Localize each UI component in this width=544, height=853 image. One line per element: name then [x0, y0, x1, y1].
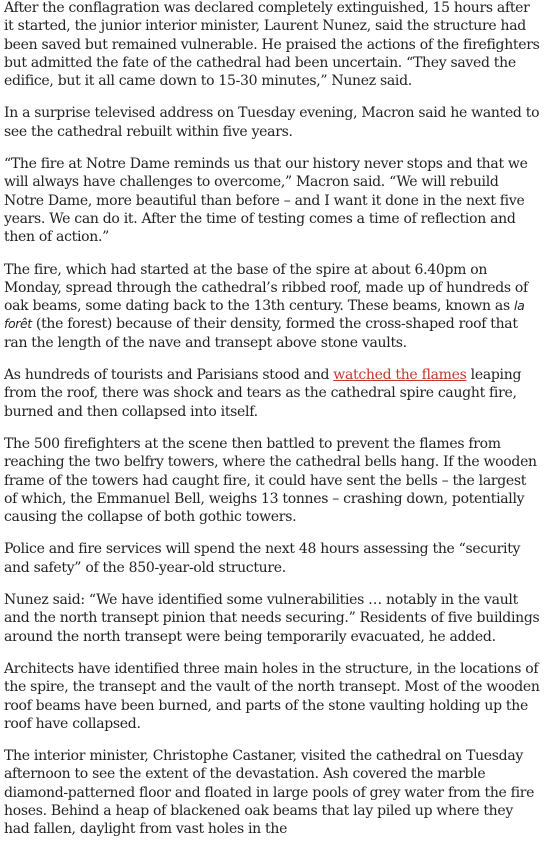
paragraph-extinguished: After the conflagration was declared completely extinguished, 15 hours after it started, the junior interior minister, Laurent Nunez, said the structure had been saved but remained vulnerable. He praised the actions of the firefighters but admitted the fate of the cathedral had been uncertain. “They saved the edifice, but it all came down to 15-30 minutes,” Nunez said.	[4, 0, 540, 90]
paragraph-castaner-visit: The interior minister, Christophe Castaner, visited the cathedral on Tuesday afternoon to see the extent of the devastation. Ash covered the marble diamond-patterned floor and floated in large pools of grey water from the fire hoses. Behind a heap of blackened oak beams that lay piled up where they had fallen, daylight from vast holes in the	[4, 748, 535, 838]
paragraph-fire-spread	[4, 261, 540, 352]
paragraph-assessment: Police and fire services will spend the next 48 hours assessing the “security and safety” of the 850-year-old structure.	[4, 541, 521, 576]
paragraph-spire-text-b: leaping from the roof, there was shock and tears as the cathedral spire caught fire, burned and then collapsed into itself.	[4, 367, 522, 420]
paragraph-architects-holes: Architects have identified three main holes in the structure, in the locations of the spire, the transept and the vault of the north transept. Most of the wooden roof beams have been burned, and parts of the stone vaulting holding up the roof have collapsed.	[4, 660, 540, 732]
article-body	[4, 0, 540, 853]
paragraph-firefighters-towers: The 500 firefighters at the scene then battled to prevent the flames from reaching the two belfry towers, where the cathedral bells hang. If the wooden frame of the towers had caught fire, it could have sent the bells – the largest of which, the Emmanuel Bell, weighs 13 tonnes – crashing down, potentially causing the collapse of both gothic towers.	[4, 435, 537, 526]
paragraph-spire-collapse	[4, 366, 540, 421]
paragraph-spire-text-a: As hundreds of tourists and Parisians stood and	[4, 367, 334, 384]
paragraph-macron-quote: “The fire at Notre Dame reminds us that our history never stops and that we will always have challenges to overcome,” Macron said. “We will rebuild Notre Dame, more beautiful than before – and I want it done in the next five years. We can do it. After the time of testing comes a time of reflection and then of action.”	[4, 156, 528, 246]
paragraph-fire-spread-text-a: The fire, which had started at the base of the spire at about 6.40pm on Monday, spread through the cathedral’s ribbed roof, made up of hundreds of oak beams, some dating back to the 13th century. These beams, known as	[4, 261, 528, 315]
foreign-term-la-foret: la forêt	[4, 298, 525, 332]
paragraph-macron-address: In a surprise televised address on Tuesday evening, Macron said he wanted to see the cathedral rebuilt within five years.	[4, 105, 540, 140]
paragraph-fire-spread-text-b: (the forest) because of their density, formed the cross-shaped roof that ran the length of the nave and transept above stone vaults.	[4, 316, 518, 351]
watched-the-flames-link[interactable]: watched the flames	[333, 367, 467, 384]
paragraph-nunez-vulnerabilities: Nunez said: “We have identified some vulnerabilities … notably in the vault and the north transept pinion that needs securing.” Residents of five buildings around the north transept were being temporarily evacuated, he added.	[4, 592, 540, 645]
